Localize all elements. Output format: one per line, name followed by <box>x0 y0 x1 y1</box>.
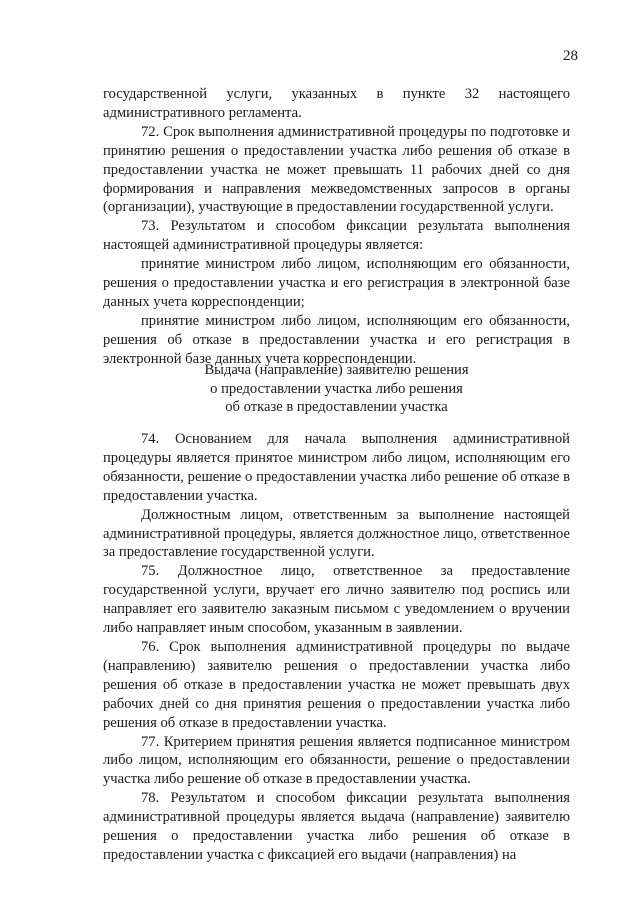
section-heading <box>103 361 570 417</box>
page-number: 28 <box>563 48 578 64</box>
top-text-block <box>103 85 570 369</box>
paragraph-continuation: государственной услуги, указанных в пункте 32 настоящего административного регламента. <box>103 86 570 121</box>
paragraph-77: 77. Критерием принятия решения является подписанное министром либо лицом, исполняющим его обязанности, решение о предоставлении участка либо решение об отказе в предоставлении участка. <box>103 733 570 788</box>
bottom-text-block <box>103 430 570 865</box>
paragraph-75: 75. Должностное лицо, ответственное за предоставление государственной услуги, вручает его лично заявителю под роспись или направляет его заявителю заказным письмом с уведомлением о вручении либо направляет иным способом, указанным в заявлении. <box>103 563 570 637</box>
paragraph-73-item-1: принятие министром либо лицом, исполняющим его обязанности, решения о предоставлении участка и его регистрация в электронной базе данных учета корреспонденции; <box>103 256 570 310</box>
section-heading-line-3: об отказе в предоставлении участка <box>225 399 448 416</box>
paragraph-76: 76. Срок выполнения административной процедуры по выдаче (направлению) заявителю решения о предоставлении участка либо решения об отказе в предоставлении участка не может превышать двух рабочих дней со дня принятия решения о предоставлении участка либо решения об отказе в предоставлении участка. <box>103 638 570 731</box>
paragraph-74-responsible: Должностным лицом, ответственным за выполнение настоящей административной процедуры, является должностное лицо, ответственное за предоставление государственной услуги. <box>103 506 570 561</box>
paragraph-73: 73. Результатом и способом фиксации результата выполнения настоящей административной процедуры является: <box>103 218 570 254</box>
paragraph-74: 74. Основанием для начала выполнения административной процедуры является принятое министром либо лицом, исполняющим его обязанности, решение о предоставлении участка либо решение об отказе в предоставлении участка. <box>103 431 570 504</box>
section-heading-line-2: о предоставлении участка либо решения <box>210 380 463 397</box>
paragraph-72: 72. Срок выполнения административной процедуры по подготовке и принятию решения о предоставлении участка либо решения об отказе в предоставлении участка не может превышать 11 рабочих дней со дня формирования и направления межведомственных запросов в органы (организации), участвующие в предоставлении государственной услуги. <box>103 123 570 216</box>
paragraph-73-item-2: принятие министром либо лицом, исполняющим его обязанности, решения об отказе в предоставлении участка и его регистрация в электронной базе данных учета корреспонденции. <box>103 312 570 367</box>
paragraph-78: 78. Результатом и способом фиксации результата выполнения административной процедуры является выдача (направление) заявителю решения о предоставлении участка либо решения об отказе в предоставлении участка с фиксацией его выдачи (направления) на <box>103 790 570 863</box>
section-heading-line-1: Выдача (направление) заявителю решения <box>204 362 469 378</box>
